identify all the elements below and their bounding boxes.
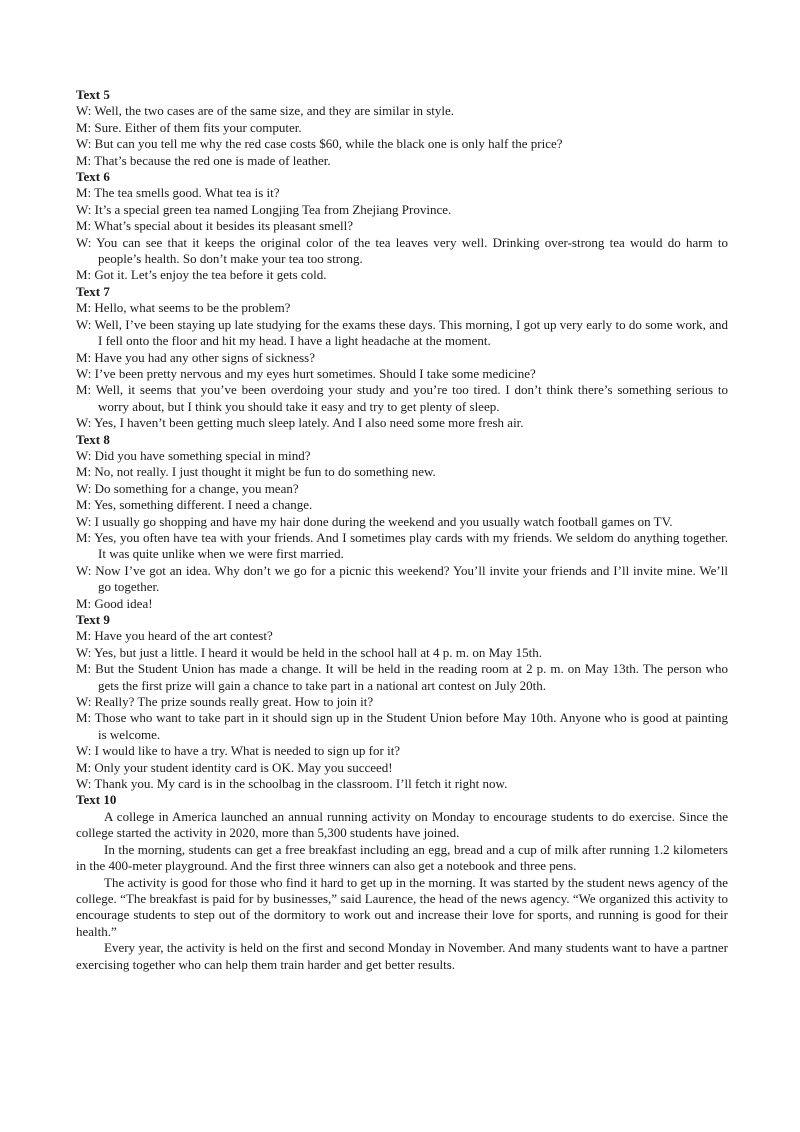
dialogue-line: W: I would like to have a try. What is needed to sign up for it? bbox=[76, 743, 401, 759]
passage-paragraph: In the morning, students can get a free breakfast including an egg, bread and a cup of milk after running 1.2 kilometers in the 400-meter playground. And the first three winners can also get a notebook and three pens. bbox=[76, 841, 728, 874]
text-8-section bbox=[76, 432, 728, 612]
dialogue-line: W: Did you have something special in mind? bbox=[76, 447, 311, 463]
dialogue-line: M: Hello, what seems to be the problem? bbox=[76, 300, 291, 316]
text-5-section bbox=[76, 87, 728, 169]
dialogue-line: M: Sure. Either of them fits your computer. bbox=[76, 119, 302, 135]
dialogue-line: W: Yes, I haven’t been getting much sleep lately. And I also need some more fresh air. bbox=[76, 415, 524, 431]
dialogue-line: M: Yes, you often have tea with your friends. And I sometimes play cards with my friends. We seldom do anything together. It was quite unlike when we were first married. bbox=[76, 529, 728, 562]
dialogue-line: M: Good idea! bbox=[76, 595, 153, 611]
section-heading: Text 8 bbox=[76, 431, 110, 447]
dialogue-line: W: Thank you. My card is in the schoolbag in the classroom. I’ll fetch it right now. bbox=[76, 776, 508, 792]
text-6-section bbox=[76, 169, 728, 284]
dialogue-line: M: But the Student Union has made a change. It will be held in the reading room at 2 p. m. on May 13th. The person who gets the first prize will gain a chance to take part in a national art contest on July 20th. bbox=[76, 661, 728, 693]
dialogue-line: M: Those who want to take part in it should sign up in the Student Union before May 10th. Anyone who is good at painting is welcome. bbox=[76, 710, 728, 742]
dialogue-line: M: Only your student identity card is OK. May you succeed! bbox=[76, 759, 393, 775]
section-heading: Text 9 bbox=[76, 612, 110, 627]
text-7-section bbox=[76, 284, 728, 432]
section-heading: Text 5 bbox=[76, 87, 110, 102]
dialogue-line: M: Well, it seems that you’ve been overdoing your study and you’re too tired. I don’t think there’s something serious to worry about, but I think you should take it easy and try to get plenty of sleep. bbox=[76, 382, 728, 414]
dialogue-line: M: The tea smells good. What tea is it? bbox=[76, 185, 280, 201]
passage-paragraph: Every year, the activity is held on the first and second Monday in November. And many students want to have a partner exercising together who can help them train harder and get better results. bbox=[76, 940, 728, 972]
dialogue-line: W: It’s a special green tea named Longjing Tea from Zhejiang Province. bbox=[76, 201, 452, 217]
dialogue-line: W: I usually go shopping and have my hair done during the weekend and you usually watch football games on TV. bbox=[76, 513, 673, 529]
dialogue-line: M: Have you heard of the art contest? bbox=[76, 628, 273, 644]
dialogue-line: W: Yes, but just a little. I heard it would be held in the school hall at 4 p. m. on May 15th. bbox=[76, 644, 543, 660]
dialogue-line: M: Got it. Let’s enjoy the tea before it gets cold. bbox=[76, 267, 327, 283]
dialogue-line: W: I’ve been pretty nervous and my eyes hurt sometimes. Should I take some medicine? bbox=[76, 365, 536, 381]
dialogue-line: M: What’s special about it besides its pleasant smell? bbox=[76, 218, 354, 234]
dialogue-line: M: That’s because the red one is made of leather. bbox=[76, 152, 331, 168]
section-heading: Text 6 bbox=[76, 169, 110, 185]
text-9-section bbox=[76, 612, 728, 792]
section-heading: Text 7 bbox=[76, 283, 110, 299]
dialogue-line: W: Well, the two cases are of the same size, and they are similar in style. bbox=[76, 103, 454, 119]
dialogue-line: M: Yes, something different. I need a change. bbox=[76, 497, 313, 513]
dialogue-line: W: Now I’ve got an idea. Why don’t we go for a picnic this weekend? You’ll invite your friends and I’ll invite mine. We’ll go together. bbox=[76, 562, 728, 595]
dialogue-line: W: You can see that it keeps the original color of the tea leaves very well. Drinking over-strong tea would do harm to people’s health. So don’t make your tea too strong. bbox=[76, 234, 728, 267]
dialogue-line: M: No, not really. I just thought it might be fun to do something new. bbox=[76, 464, 436, 480]
dialogue-line: M: Have you had any other signs of sickness? bbox=[76, 349, 316, 365]
dialogue-line: W: Do something for a change, you mean? bbox=[76, 480, 299, 496]
text-10-section bbox=[76, 792, 728, 972]
dialogue-line: W: Really? The prize sounds really great. How to join it? bbox=[76, 694, 374, 710]
dialogue-line: W: But can you tell me why the red case costs $60, while the black one is only half the price? bbox=[76, 136, 563, 152]
passage-paragraph: A college in America launched an annual running activity on Monday to encourage students to do exercise. Since the college started the activity in 2020, more than 5,300 students have joined. bbox=[76, 808, 728, 841]
section-heading: Text 10 bbox=[76, 792, 117, 808]
dialogue-line: W: Well, I’ve been staying up late studying for the exams these days. This morning, I got up very early to do some work, and I fell onto the floor and hit my head. I have a light headache at the moment. bbox=[76, 316, 728, 349]
passage-paragraph: The activity is good for those who find it hard to get up in the morning. It was started by the student news agency of the college. “The breakfast is paid for by businesses,” said Laurence, the head of the news agency. “We organized this activity to encourage students to step out of the dormitory to work out and increase their love for sports, and running is good for their health.” bbox=[76, 874, 728, 939]
